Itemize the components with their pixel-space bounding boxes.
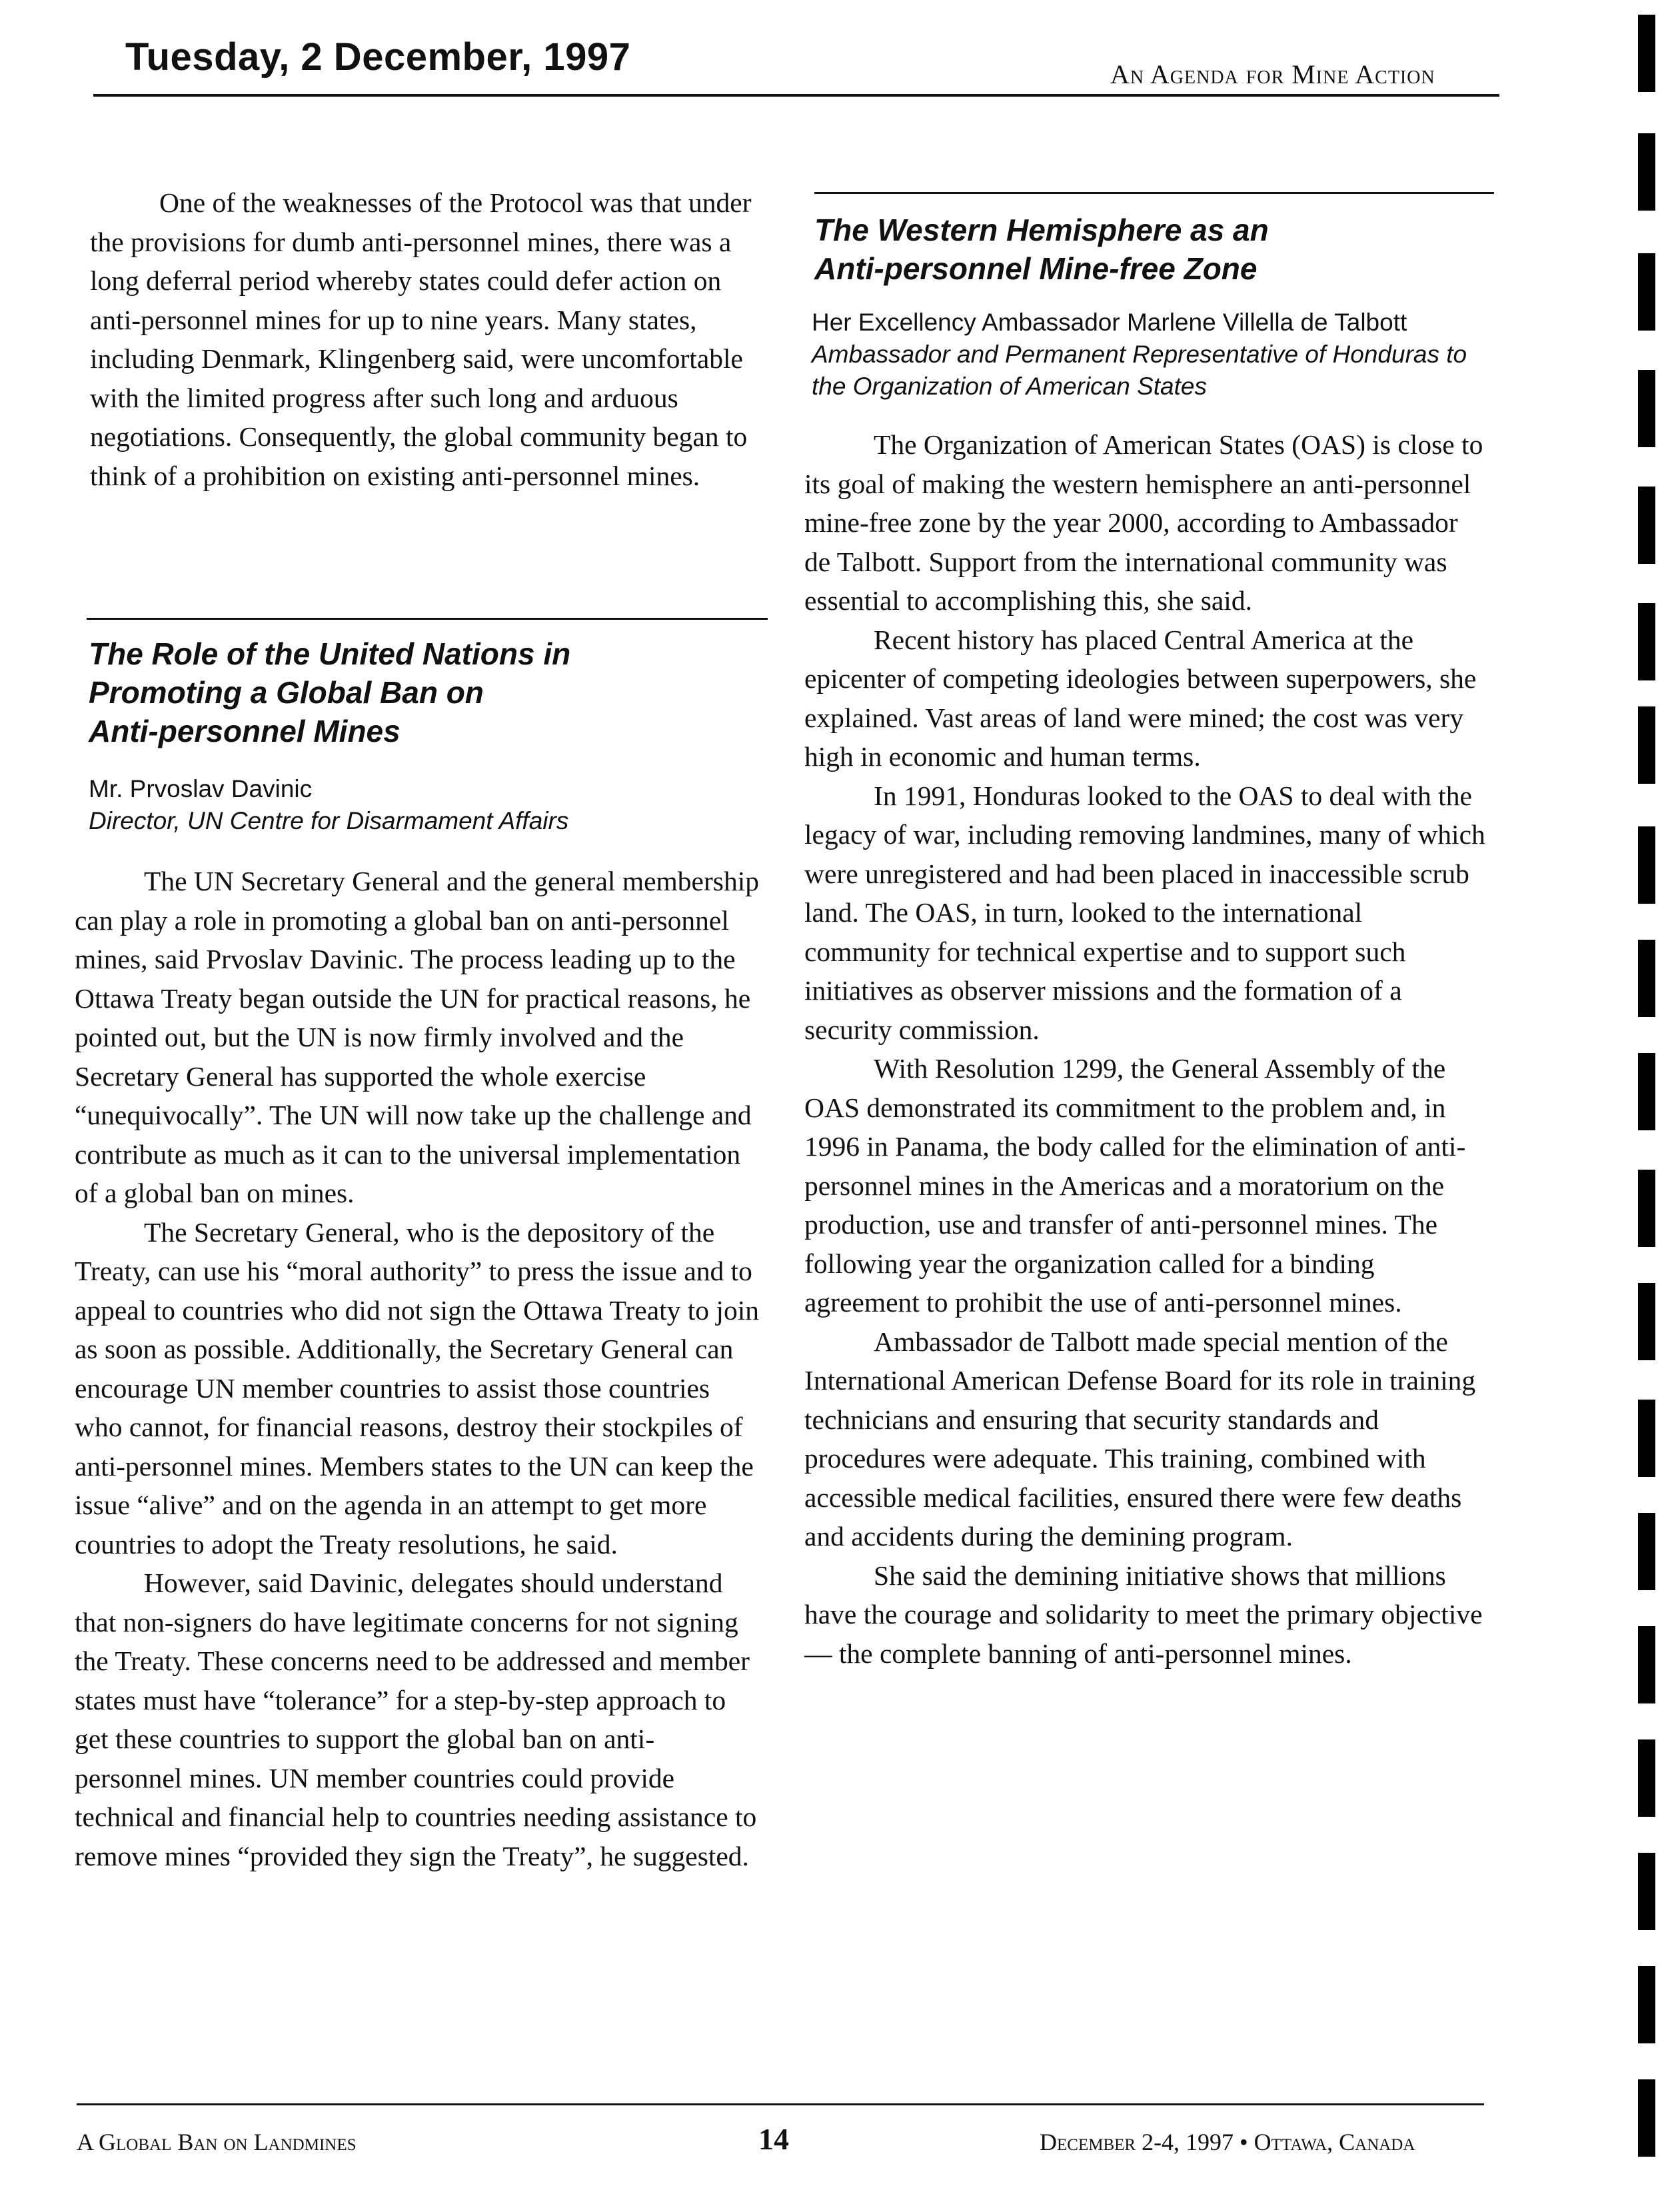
issue-date: Tuesday, 2 December, 1997 xyxy=(125,35,631,79)
footer-rule xyxy=(77,2103,1484,2105)
body-paragraph: Recent history has placed Central America at the epicenter of competing ideologies between superpowers, she explained. Vast areas of land were mined; the cost was very high in economic and human terms. xyxy=(804,624,1477,772)
body-paragraph: The UN Secretary General and the general membership can play a role in promoting a global ban on anti-personnel mines, said Prvoslav Davinic. The process leading up to the Ottawa Treaty began outside the UN for practical reasons, he pointed out, but the UN is now firmly involved and the Secretary General has supported the whole exercise “unequivocally”. The UN will now take up the challenge and contribute as much as it can to the universal implementation of a global ban on mines. xyxy=(75,866,759,1208)
left-article-headline xyxy=(89,634,762,750)
right-article-byline xyxy=(812,307,1498,403)
speaker-name: Her Excellency Ambassador Marlene Villella de Talbott xyxy=(812,309,1407,336)
body-paragraph: In 1991, Honduras looked to the OAS to deal with the legacy of war, including removing landmines, many of which were unregistered and had been placed in inaccessible scrub land. The OAS, in turn, looked to the international community for technical expertise and to support such initiatives as observer missions and the formation of a security commission. xyxy=(804,780,1485,1045)
binder-marks xyxy=(1626,0,1666,2202)
body-paragraph: With Resolution 1299, the General Assembly of the OAS demonstrated its commitment to the problem and, in 1996 in Panama, the body called for the elimination of anti-personnel mines in the Americas and a moratorium on the production, use and transfer of anti-personnel mines. The following year the organization called for a binding agreement to prohibit the use of anti-personnel mines. xyxy=(804,1053,1466,1318)
body-paragraph: The Organization of American States (OAS) is close to its goal of making the western hemisphere an anti-personnel mine-free zone by the year 2000, according to Ambassador de Talbott. Support from the international community was essential to accomplishing this, she said. xyxy=(804,429,1483,616)
body-paragraph: She said the demining initiative shows that millions have the courage and solidarity to meet the primary objective — the complete banning of anti-personnel mines. xyxy=(804,1560,1483,1669)
body-paragraph: The Secretary General, who is the depository of the Treaty, can use his “moral authority” to press the issue and to appeal to countries who did not sign the Ottawa Treaty to join as soon as possible. Additionally, the Secretary General can encourage UN member countries to assist those countries who cannot, for financial reasons, destroy their stockpiles of anti-personnel mines. Members states to the UN can keep the issue “alive” and on the agenda in an attempt to get more countries to adopt the Treaty resolutions, he said. xyxy=(75,1216,759,1560)
body-paragraph: However, said Davinic, delegates should understand that non-signers do have legitimate concerns for not signing the Treaty. These concerns need to be addressed and member states must have “tolerance” for a step-by-step approach to get these countries to support the global ban on anti-personnel mines. UN member countries could provide technical and financial help to countries needing assistance to remove mines “provided they sign the Treaty”, he suggested. xyxy=(75,1568,757,1871)
right-headline-line: Anti-personnel Mine-free Zone xyxy=(814,251,1258,286)
footer-publication: A Global Ban on Landmines xyxy=(77,2129,357,2155)
body-paragraph: Ambassador de Talbott made special mention of the International American Defense Board for its role in training technicians and ensuring that security standards and procedures were adequate. This training, combined with accessible medical facilities, ensured there were few deaths and accidents during the demining program. xyxy=(804,1326,1476,1552)
left-article-byline xyxy=(89,773,762,837)
left-article-body xyxy=(75,862,761,1875)
left-headline-line: Promoting a Global Ban on xyxy=(89,675,484,710)
right-headline-line: The Western Hemisphere as an xyxy=(814,213,1269,247)
publication-title: An Agenda for Mine Action xyxy=(1110,59,1435,89)
left-headline-line: The Role of the United Nations in xyxy=(89,636,571,671)
page-number: 14 xyxy=(758,2122,789,2156)
right-article-headline xyxy=(814,211,1487,288)
right-article-rule xyxy=(814,192,1494,194)
speaker-title: Ambassador and Permanent Representative of Honduras to the Organization of American States xyxy=(812,341,1467,400)
header-rule xyxy=(93,94,1499,97)
speaker-name: Mr. Prvoslav Davinic xyxy=(89,775,313,802)
footer-event: December 2-4, 1997 • Ottawa, Canada xyxy=(1040,2129,1415,2155)
right-article-body xyxy=(804,425,1491,1673)
intro-paragraph: One of the weaknesses of the Protocol was that under the provisions for dumb anti-personnel mines, there was a long deferral period whereby states could defer action on anti-personnel mines for up to nine years. Many states, including Denmark, Klingenberg said, were uncomfortable with the limited progress after such long and arduous negotiations. Consequently, the global community began to think of a prohibition on existing anti-personnel mines. xyxy=(90,187,752,491)
left-headline-line: Anti-personnel Mines xyxy=(89,714,401,748)
left-article-rule xyxy=(87,618,768,620)
intro-paragraph-block xyxy=(90,183,766,495)
speaker-title: Director, UN Centre for Disarmament Affairs xyxy=(89,807,569,834)
